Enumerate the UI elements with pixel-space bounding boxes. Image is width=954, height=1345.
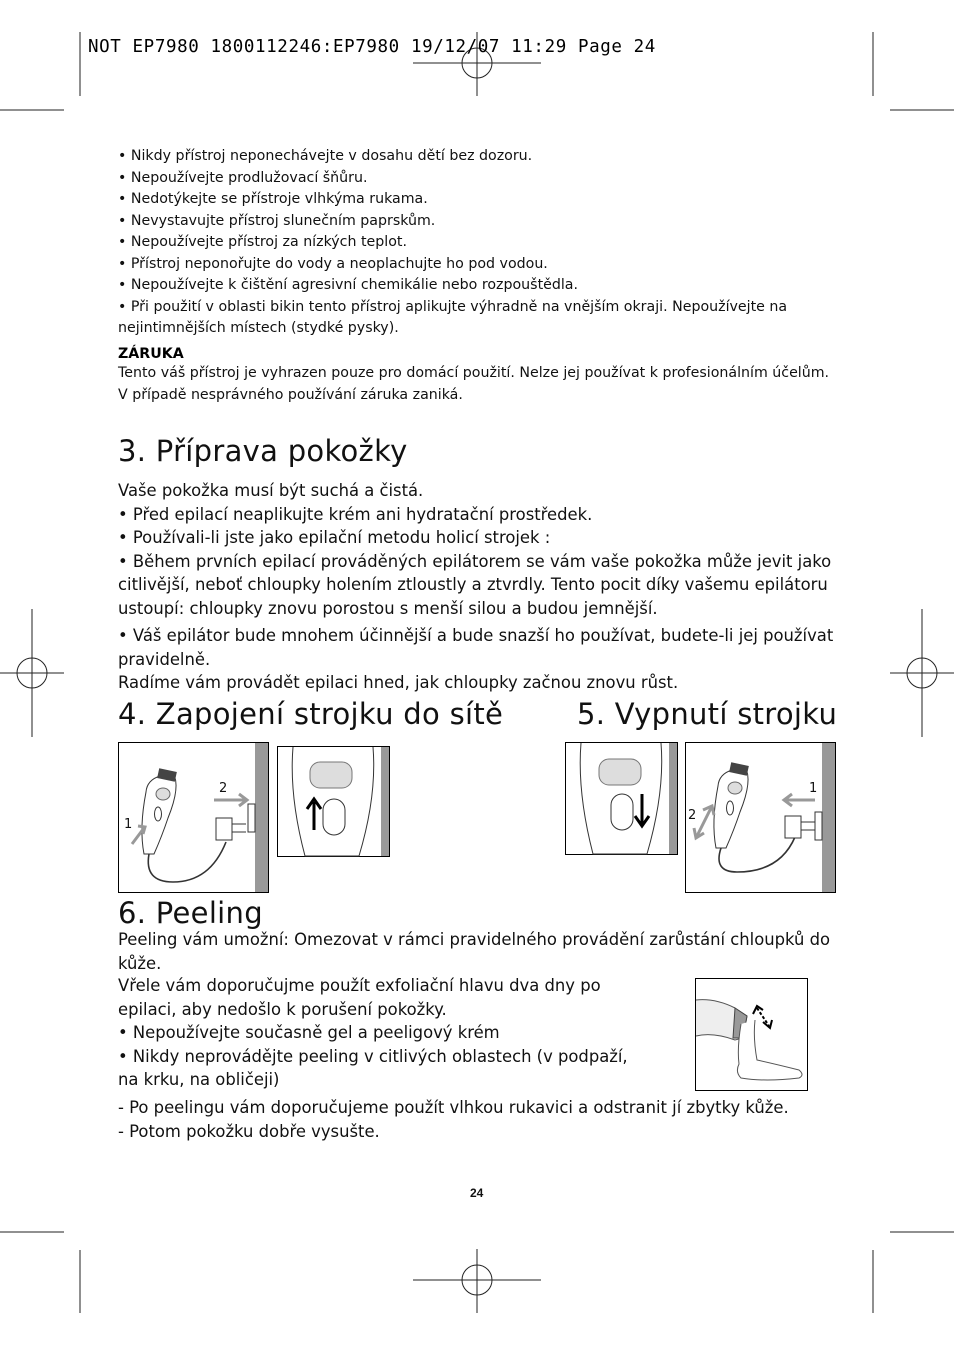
switch-off-illustration [565,742,678,855]
step-label: 2 [688,808,697,823]
safety-bullet: • Nepoužívejte přístroj za nízkých teplot. [118,234,407,250]
section-6-line: • Nikdy neprovádějte peeling v citlivých oblastech (v podpaží, na krku, na obličeji) [118,1046,628,1089]
section-6-title: 6. Peeling [118,896,263,930]
safety-bullet-list [118,146,838,340]
warranty-text: Tento váš přístroj je vyhrazen pouze pro domácí použití. Nelze jej používat k profesionálním účelům. V případě nesprávného používání záruka zaniká. [118,365,830,403]
section-6-line: - Potom pokožku dobře vysušte. [118,1121,380,1141]
section-4-title: 4. Zapojení strojku do sítě [118,697,504,731]
plug-in-illustration [118,742,269,893]
section-3-title: 3. Příprava pokožky [118,434,408,468]
section-6-line: Vřele vám doporučujme použít exfoliační hlavu dva dny po epilaci, aby nedošlo k porušení pokožky. [118,976,601,1019]
section-3-line: • Používali-li jste jako epilační metodu holicí strojek : [118,528,551,547]
section-6-line: Peeling vám umožní: Omezovat v rámci pravidelného provádění zarůstání chloupků do kůže. [118,930,831,973]
safety-bullet: • Nikdy přístroj neponechávejte v dosahu dětí bez dozoru. [118,148,533,164]
section-3-line: • Před epilací neaplikujte krém ani hydratační prostředek. [118,504,593,524]
section-3-line: Vaše pokožka musí být suchá a čistá. [118,481,424,500]
section-3-body [118,479,848,695]
section-5-title: 5. Vypnutí strojku [577,697,838,731]
section-6-intro [118,928,848,975]
page-number: 24 [470,1186,484,1200]
safety-bullet: • Nepoužívejte k čištění agresivní chemikálie nebo rozpouštědla. [118,277,579,293]
print-slug-line: NOT EP7980 1800112246:EP7980 19/12/07 11:29 Page 24 [88,37,656,57]
step-label: 1 [809,781,818,796]
safety-bullet: • Nepoužívejte prodlužovací šňůru. [118,169,368,186]
peeling-illustration [695,978,808,1091]
safety-bullet: • Nedotýkejte se přístroje vlhkýma rukama. [118,191,428,207]
section-3-line: Radíme vám provádět epilaci hned, jak chloupky začnou znovu růst. [118,673,679,692]
warranty-block [118,346,838,406]
section-3-line: • Váš epilátor bude mnohem účinnější a bude snazší ho používat, budete-li jej používat pravidelně. [118,626,834,669]
safety-bullet: • Nevystavujte přístroj slunečním paprskům. [118,212,436,229]
step-label: 1 [124,817,133,832]
warranty-title: ZÁRUKA [118,346,184,362]
unplug-illustration [685,742,836,893]
step-label: 2 [219,781,228,796]
safety-bullet: • Přístroj neponořujte do vody a neoplachujte ho pod vodou. [118,255,548,272]
switch-on-illustration [277,746,390,857]
section-6-line: - Po peelingu vám doporučujeme použít vlhkou rukavici a odstranit jí zbytky kůže. [118,1098,789,1117]
safety-bullet: • Při použití v oblasti bikin tento přístroj aplikujte výhradně na vnějším okraji. Nepoužívejte na nejintimnějších místech (stydké pysky). [118,298,788,336]
section-3-line: • Během prvních epilací prováděných epilátorem se vám vaše pokožka může jevit jako citlivější, neboť chloupky holením ztloustly a ztvrdly. Tento pocit díky vašemu epilátoru ustoupí: chloupky znovu porostou s menší silou a budou jemnější. [118,551,832,618]
section-6-line: • Nepoužívejte současně gel a peeligový krém [118,1023,500,1042]
section-6-tail [118,1096,848,1143]
section-6-body [118,974,633,1092]
